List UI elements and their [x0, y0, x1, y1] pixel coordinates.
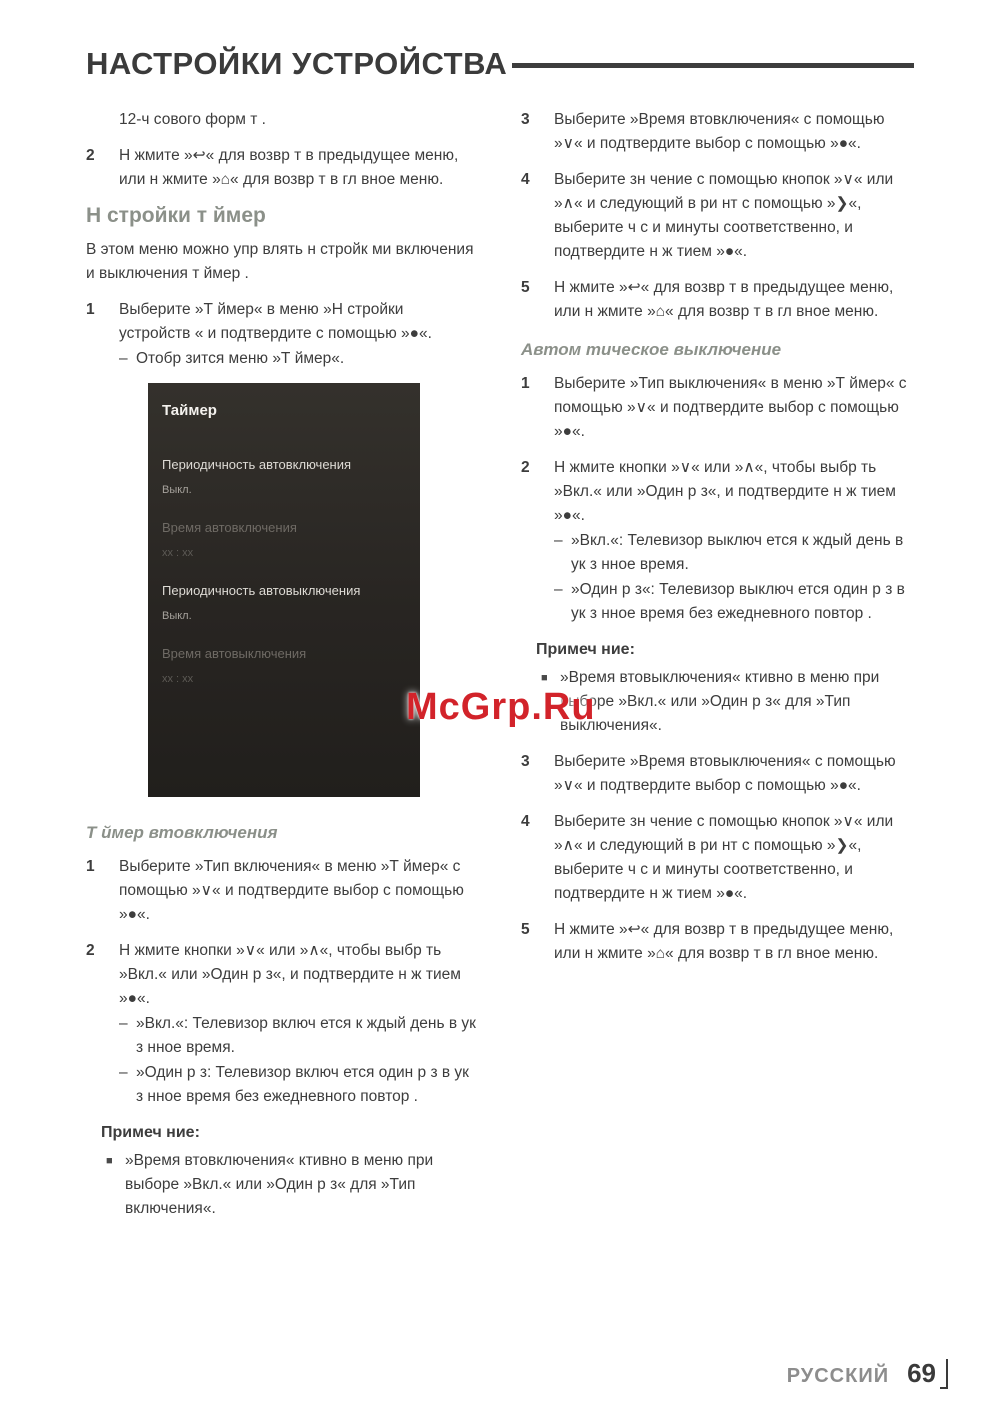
two-column-layout [86, 108, 914, 1233]
tv-menu-item-value: Выкл. [162, 610, 192, 622]
sub-text: »Вкл.«: Телевизор выключ ется к ждый день в ук з нное время. [571, 532, 904, 573]
sub-text: »Один р з: Телевизор включ ется один р з в ук з нное время без ежедневного повтор . [136, 1064, 469, 1105]
step-text: Н жмите »↩« для возвр т в предыдущее меню, или н жмите »⌂« для возвр т в гл вное меню. [554, 279, 894, 320]
step-number: 1 [86, 301, 95, 318]
note-heading: Примеч ние: [536, 641, 635, 658]
square-bullet-icon: ■ [106, 1155, 113, 1167]
tv-menu-item-label: Время автовключения [162, 520, 297, 535]
subsection-heading-auto-off: Автом тическое выключение [521, 340, 782, 359]
tv-menu-item-label: Периодичность автовключения [162, 457, 352, 472]
step-text: Выберите »Время втовключения« с помощью »∨« и подтвердите выбор с помощью »●«. [554, 111, 885, 152]
continuation-text: 12-ч сового форм т . [119, 111, 266, 128]
left-column [86, 108, 479, 1233]
step-item [86, 939, 479, 1109]
dash-marker: – [554, 581, 563, 598]
page-title: НАСТРОЙКИ УСТРОЙСТВА [86, 46, 508, 81]
step-text [119, 939, 479, 1109]
note-heading: Примеч ние: [101, 1124, 200, 1141]
step-item [521, 168, 914, 264]
step-number: 4 [521, 813, 530, 830]
step-text [554, 456, 914, 626]
step-text-main: Выберите »Т ймер« в меню »Н стройки устройств « и подтвердите с помощью »●«. [119, 301, 432, 342]
step-number: 5 [521, 279, 530, 296]
result-sub-item [119, 1012, 479, 1060]
step-item-return [86, 144, 479, 192]
step-number: 3 [521, 111, 530, 128]
tv-menu-item-value: Выкл. [162, 484, 192, 496]
tv-menu-item-label: Время автовыключения [162, 646, 307, 661]
subsection-heading-autostart-timer: Т ймер втовключения [86, 823, 278, 842]
step-item [86, 855, 479, 927]
tv-menu-item [162, 453, 406, 502]
step-number: 1 [521, 375, 530, 392]
square-bullet-icon: ■ [541, 672, 548, 684]
step-text: Выберите зн чение с помощью кнопок »∨« или »∧« и следующий в ри нт с помощью »❯«, выберите ч с и минуты соответственно, и подтвердите н ж тием »●«. [554, 813, 894, 902]
step-text: Выберите »Тип включения« в меню »Т ймер« с помощью »∨« и подтвердите выбор с помощью »●«. [119, 858, 464, 923]
step-text [119, 298, 479, 371]
tv-menu-item [162, 579, 406, 628]
result-sub-item [554, 529, 914, 577]
step-item-open-timer [86, 298, 479, 371]
step-item [521, 750, 914, 798]
dash-marker: – [119, 1015, 128, 1032]
step-number: 2 [86, 942, 95, 959]
sub-text: »Один р з«: Телевизор выключ ется один р з в ук з нное время без ежедневного повтор . [571, 581, 905, 622]
step-text-main: Н жмите кнопки »∨« или »∧«, чтобы выбр ть »Вкл.« или »Один р з«, и подтвердите н ж тием »●«. [554, 459, 896, 524]
footer-page-number: 69 [907, 1358, 936, 1388]
page-header [86, 46, 914, 82]
step-item [521, 372, 914, 444]
note-text: »Время втовключения« ктивно в меню при выборе »Вкл.« или »Один р з« для »Тип включения«. [125, 1152, 434, 1217]
step-item [521, 108, 914, 156]
step-text-main: Н жмите кнопки »∨« или »∧«, чтобы выбр ть »Вкл.« или »Один р з«, и подтвердите н ж тием »●«. [119, 942, 461, 1007]
step-number: 2 [86, 147, 95, 164]
footer-corner-mark [940, 1359, 948, 1389]
step-text: Выберите зн чение с помощью кнопок »∨« или »∧« и следующий в ри нт с помощью »❯«, выберите ч с и минуты соответственно, и подтвердите н ж тием »●«. [554, 171, 894, 260]
title-rule [512, 63, 914, 68]
result-sub-item [119, 347, 479, 371]
step-text: Выберите »Тип выключения« в меню »Т ймер« с помощью »∨« и подтвердите выбор с помощью »●«. [554, 375, 907, 440]
section-heading-timer-settings: Н стройки т ймер [86, 204, 266, 227]
tv-menu-screenshot [148, 383, 420, 797]
step-number: 3 [521, 753, 530, 770]
right-column [521, 108, 914, 1233]
step-item [521, 810, 914, 906]
step-item [521, 456, 914, 626]
dash-marker: – [554, 532, 563, 549]
step-item [521, 276, 914, 324]
dash-marker: – [119, 1064, 128, 1081]
step-number: 5 [521, 921, 530, 938]
dash-marker: – [119, 350, 128, 367]
step-text: Выберите »Время втовыключения« с помощью »∨« и подтвердите выбор с помощью »●«. [554, 753, 896, 794]
result-sub-item [554, 578, 914, 626]
intro-paragraph: В этом меню можно упр влять н стройк ми включения и выключения т ймер . [86, 241, 474, 282]
tv-menu-item-label: Периодичность автовыключения [162, 583, 361, 598]
page-footer [787, 1358, 948, 1389]
step-text: Н жмите »↩« для возвр т в предыдущее меню, или н жмите »⌂« для возвр т в гл вное меню. [119, 147, 459, 188]
step-text: Н жмите »↩« для возвр т в предыдущее меню, или н жмите »⌂« для возвр т в гл вное меню. [554, 921, 894, 962]
step-number: 4 [521, 171, 530, 188]
tv-menu-title: Таймер [162, 402, 217, 419]
tv-menu-item [162, 642, 406, 691]
tv-menu-item-value: xx : xx [162, 673, 194, 685]
sub-text: Отобр зится меню »Т ймер«. [136, 350, 345, 367]
step-number: 2 [521, 459, 530, 476]
tv-menu-item-value: xx : xx [162, 547, 194, 559]
step-item [521, 918, 914, 966]
note-bullet [86, 1149, 479, 1221]
result-sub-item [119, 1061, 479, 1109]
tv-menu-item [162, 516, 406, 565]
footer-language-label: РУССКИЙ [786, 1365, 890, 1387]
sub-text: »Вкл.«: Телевизор включ ется к ждый день в ук з нное время. [136, 1015, 476, 1056]
note-text: »Время втовыключения« ктивно в меню при выборе »Вкл.« или »Один р з« для »Тип выключения«. [560, 669, 880, 734]
step-number: 1 [86, 858, 95, 875]
watermark: McGrp.Ru [406, 686, 596, 728]
